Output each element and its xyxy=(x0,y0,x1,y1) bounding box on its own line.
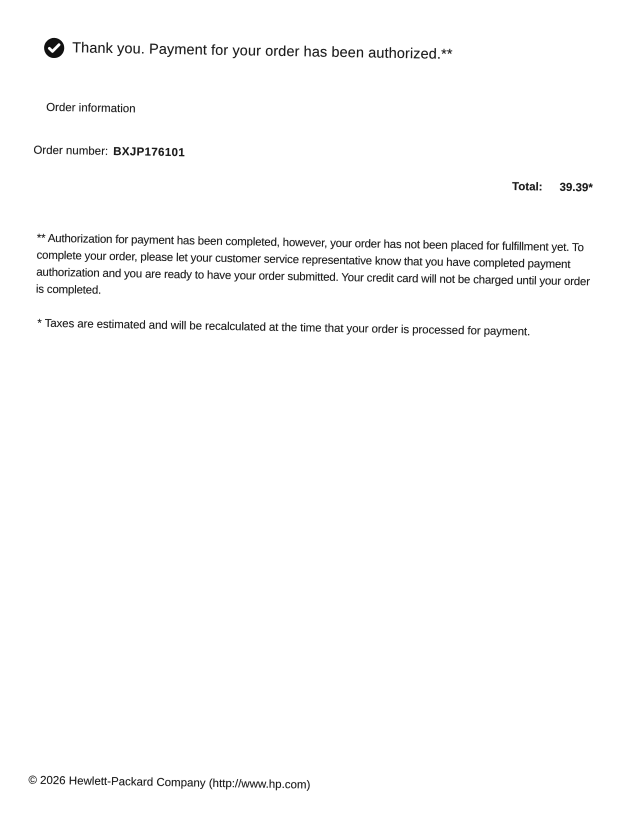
total-value: 39.39* xyxy=(559,181,593,195)
payment-authorized-message: Thank you. Payment for your order has been authorized.** xyxy=(72,40,453,63)
authorization-footnote: ** Authorization for payment has been completed, however, your order has not been placed for fulfillment yet. To complete your order, please let your customer service representative know that you have completed payment authorization and you are ready to have your order submitted. Your credit card will not be charged until your order is completed. xyxy=(35,232,590,297)
order-number-row xyxy=(33,145,185,160)
total-label: Total: xyxy=(511,180,543,194)
taxes-footnote: * Taxes are estimated and will be recalculated at the time that your order is processed for payment. xyxy=(37,317,531,339)
copyright-line: © 2026 Hewlett-Packard Company (http://www.hp.com) xyxy=(28,774,311,792)
order-number-value: BXJP176101 xyxy=(113,145,186,160)
order-total-row xyxy=(512,181,593,194)
check-circle-icon xyxy=(43,37,65,59)
order-information-heading: Order information xyxy=(46,101,136,116)
payment-authorized-banner xyxy=(43,37,453,66)
order-number-label: Order number: xyxy=(33,144,109,158)
